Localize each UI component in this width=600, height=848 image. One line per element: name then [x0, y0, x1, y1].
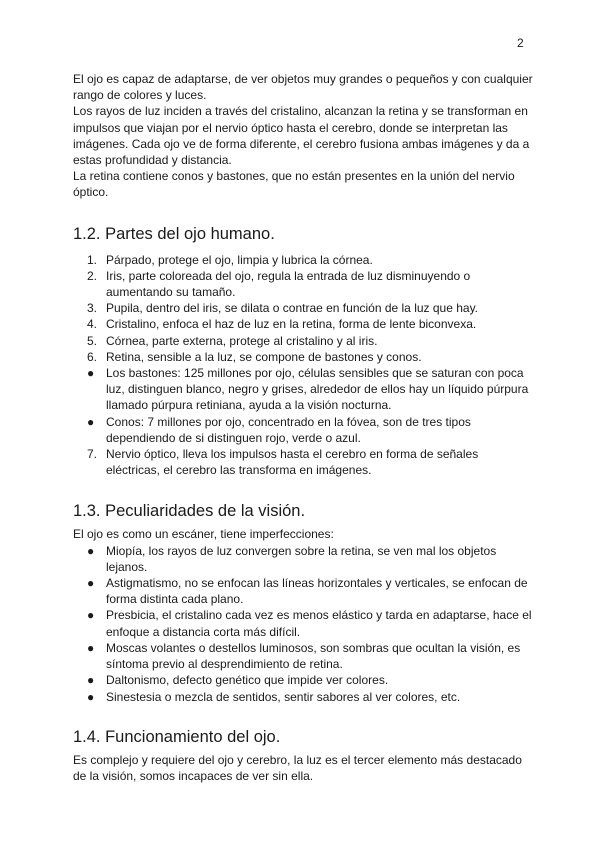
list-item-text: Los bastones: 125 millones por ojo, células sensibles que se saturan con poca luz, distinguen blanco, negro y grises, alrededor de ellos hay un líquido púrpura llamado púrpura retiniana, ayuda a la visión nocturna. — [106, 366, 529, 413]
list-item-text: Cristalino, enfoca el haz de luz en la retina, forma de lente biconvexa. — [106, 317, 477, 332]
bullet-marker: ● — [87, 640, 95, 655]
section-heading-function: 1.4. Funcionamiento del ojo. — [73, 727, 281, 746]
parts-list — [73, 252, 533, 479]
bullet-marker: ● — [87, 576, 95, 591]
list-item — [87, 607, 533, 639]
list-marker: 2. — [87, 268, 98, 283]
list-item-text: Astigmatismo, no se enfocan las líneas horizontales y verticales, se enfocan de forma distinta cada plano. — [106, 576, 528, 607]
list-item — [87, 640, 533, 672]
list-item-text: Párpado, protege el ojo, limpia y lubrica la córnea. — [106, 252, 373, 267]
bullet-marker: ● — [87, 366, 95, 381]
page-number: 2 — [517, 36, 524, 50]
bullet-marker: ● — [87, 673, 95, 688]
list-item — [87, 575, 533, 607]
list-item — [87, 349, 533, 365]
section-heading-parts: 1.2. Partes del ojo humano. — [73, 224, 275, 243]
list-marker: 5. — [87, 333, 98, 348]
list-item — [87, 316, 533, 332]
intro-paragraph: El ojo es capaz de adaptarse, de ver objetos muy grandes o pequeños y con cualquier rango de colores y luces. — [73, 72, 533, 103]
list-item-text: Iris, parte coloreada del ojo, regula la entrada de luz disminuyendo o aumentando su tamaño. — [106, 268, 471, 300]
list-item — [87, 672, 533, 688]
list-item-text: Conos: 7 millones por ojo, concentrado en la fóvea, son de tres tipos dependiendo de si distinguen rojo, verde o azul. — [106, 414, 471, 445]
list-marker: 1. — [87, 252, 98, 267]
section-paragraph: Es complejo y requiere del ojo y cerebro, la luz es el tercer elemento más destacado de la visión, somos incapaces de ver sin ella. — [73, 752, 522, 783]
list-item — [87, 543, 533, 575]
section-heading-peculiarities: 1.3. Peculiaridades de la visión. — [73, 502, 306, 521]
bullet-marker: ● — [87, 608, 95, 623]
list-marker: 6. — [87, 349, 98, 364]
list-item — [87, 365, 533, 414]
list-item — [87, 414, 533, 446]
list-item-text: Presbicia, el cristalino cada vez es menos elástico y tarda en adaptarse, hace el enfoque a distancia corta más difícil. — [106, 608, 532, 639]
list-item — [87, 252, 533, 268]
list-item — [87, 268, 533, 300]
peculiarities-list — [73, 543, 533, 705]
list-item-text: Pupila, dentro del iris, se dilata o contrae en función de la luz que hay. — [106, 301, 479, 316]
list-item-text: Nervio óptico, lleva los impulsos hasta el cerebro en forma de señales eléctricas, el cerebro las transforma en imágenes. — [106, 447, 479, 478]
list-item-text: Retina, sensible a la luz, se compone de bastones y conos. — [106, 349, 422, 364]
list-marker: 4. — [87, 317, 98, 332]
bullet-marker: ● — [87, 414, 95, 429]
section-intro: El ojo es como un escáner, tiene imperfecciones: — [73, 527, 334, 542]
list-item-text: Sinestesia o mezcla de sentidos, sentir sabores al ver colores, etc. — [106, 689, 461, 704]
intro-paragraph: Los rayos de luz inciden a través del cristalino, alcanzan la retina y se transforman en impulsos que viajan por el nervio óptico hasta el cerebro, donde se interpretan las imágenes. Cada ojo ve de forma diferente, el cerebro fusiona ambas imágenes y da a estas profundidad y distancia. — [73, 104, 530, 168]
list-item-text: Moscas volantes o destellos luminosos, son sombras que ocultan la visión, es síntoma previo al desprendimiento de retina. — [106, 640, 521, 672]
list-item — [87, 333, 533, 349]
list-item — [87, 446, 533, 478]
bullet-marker: ● — [87, 543, 95, 558]
list-item-text: Córnea, parte externa, protege al cristalino y al iris. — [106, 333, 378, 348]
list-marker: 7. — [87, 447, 98, 462]
list-item — [87, 300, 533, 316]
document-body — [73, 71, 533, 784]
list-item-text: Daltonismo, defecto genético que impide ver colores. — [106, 673, 389, 688]
list-item — [87, 689, 533, 705]
list-marker: 3. — [87, 301, 98, 316]
list-item-text: Miopía, los rayos de luz convergen sobre la retina, se ven mal los objetos lejanos. — [106, 543, 497, 574]
intro-paragraph: La retina contiene conos y bastones, que no están presentes en la unión del nervio óptico. — [73, 169, 515, 200]
bullet-marker: ● — [87, 689, 95, 704]
